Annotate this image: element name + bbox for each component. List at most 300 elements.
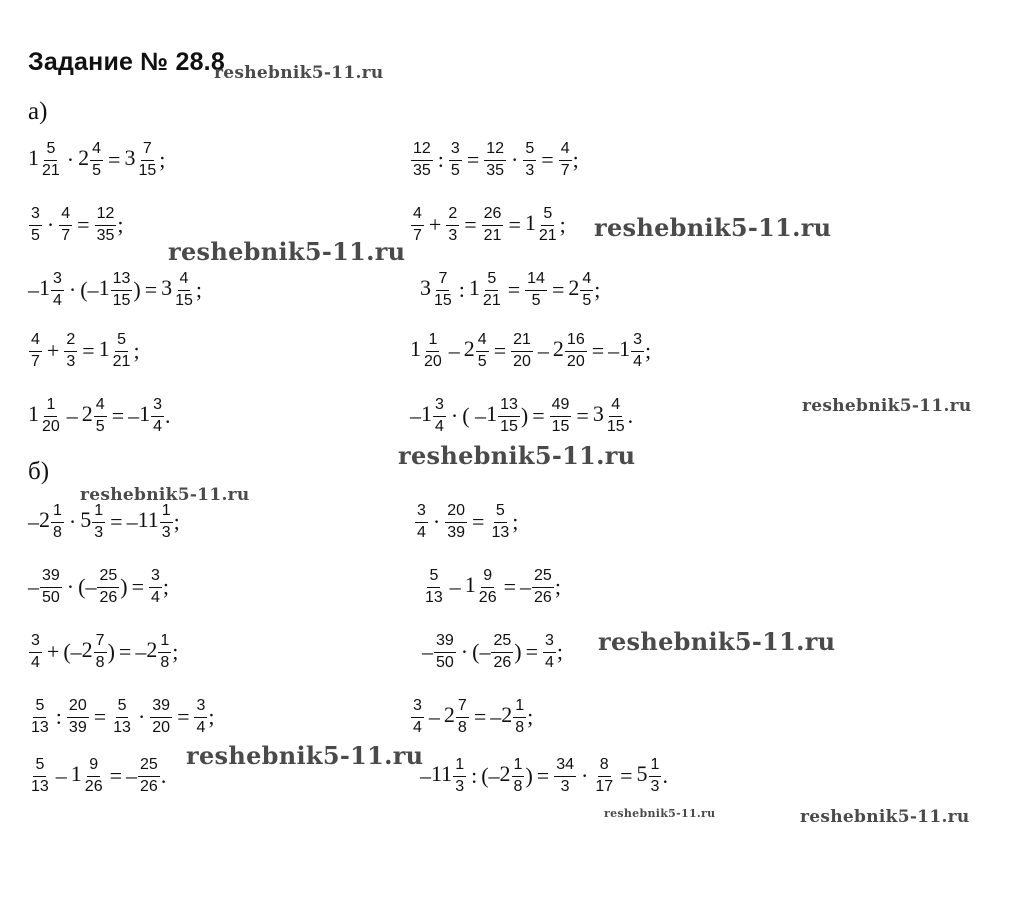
fraction-body bbox=[29, 633, 42, 672]
fraction bbox=[149, 698, 173, 737]
mixed-number bbox=[568, 271, 594, 310]
denominator: 3 bbox=[455, 777, 465, 795]
fraction bbox=[592, 757, 616, 796]
denominator: 35 bbox=[486, 161, 505, 179]
denominator: 26 bbox=[478, 588, 497, 606]
whole-part: 3 bbox=[124, 145, 136, 171]
denominator: 15 bbox=[500, 417, 518, 435]
denominator: 15 bbox=[551, 417, 570, 435]
fraction-body bbox=[29, 698, 51, 737]
numerator: 1 bbox=[513, 698, 526, 718]
numerator: 3 bbox=[415, 503, 428, 523]
denominator: 8 bbox=[457, 718, 467, 736]
symbol: ; bbox=[173, 509, 180, 535]
fraction-body bbox=[149, 568, 162, 607]
fraction bbox=[522, 141, 537, 180]
operator: = bbox=[110, 509, 123, 535]
fraction-body bbox=[489, 503, 511, 542]
fraction-body bbox=[512, 757, 525, 796]
denominator: 4 bbox=[435, 417, 444, 435]
symbol: – bbox=[520, 574, 532, 600]
equation bbox=[28, 271, 202, 310]
fraction-body bbox=[40, 141, 62, 180]
symbol: . bbox=[662, 763, 668, 789]
fraction-body bbox=[525, 271, 547, 310]
operator: – bbox=[448, 338, 460, 364]
denominator: 3 bbox=[66, 352, 76, 370]
fraction-body bbox=[411, 698, 424, 737]
denominator: 35 bbox=[96, 226, 115, 244]
numerator: 12 bbox=[95, 206, 117, 226]
operator: + bbox=[46, 639, 60, 665]
symbol: – bbox=[422, 639, 433, 665]
symbol: ) bbox=[520, 403, 529, 429]
denominator: 4 bbox=[31, 653, 40, 671]
whole-part: 2 bbox=[552, 336, 564, 362]
denominator: 26 bbox=[84, 777, 103, 795]
operator: = bbox=[493, 338, 507, 364]
fraction bbox=[148, 568, 163, 607]
numerator: 25 bbox=[491, 633, 513, 653]
fraction-body bbox=[90, 141, 103, 180]
watermark: reshebnik5-11.ru bbox=[186, 741, 424, 770]
numerator: 3 bbox=[149, 568, 162, 588]
operator: · bbox=[66, 147, 75, 173]
mixed-number bbox=[146, 633, 172, 672]
numerator: 3 bbox=[433, 397, 446, 417]
equation bbox=[28, 633, 178, 672]
denominator: 8 bbox=[515, 718, 525, 736]
fraction bbox=[28, 206, 43, 245]
fraction-body bbox=[565, 332, 587, 371]
numerator: 3 bbox=[411, 698, 424, 718]
fraction-body bbox=[434, 633, 456, 672]
denominator: 15 bbox=[434, 291, 452, 309]
equation bbox=[28, 206, 123, 245]
numerator: 4 bbox=[609, 397, 622, 417]
numerator: 25 bbox=[138, 757, 160, 777]
denominator: 21 bbox=[483, 226, 502, 244]
denominator: 21 bbox=[42, 161, 60, 179]
symbol: – bbox=[126, 763, 138, 789]
operator: · bbox=[511, 147, 519, 173]
watermark: reshebnik5-11.ru bbox=[214, 63, 384, 83]
fraction-body bbox=[554, 757, 576, 796]
numerator: 4 bbox=[94, 397, 107, 417]
mixed-number bbox=[161, 271, 196, 310]
operator: = bbox=[82, 338, 95, 364]
mixed-number bbox=[421, 397, 447, 436]
mixed-number bbox=[28, 397, 63, 436]
fraction-body bbox=[51, 503, 64, 542]
denominator: 7 bbox=[560, 161, 570, 179]
fraction bbox=[414, 503, 429, 542]
fraction-body bbox=[29, 206, 42, 245]
mixed-number bbox=[420, 271, 455, 310]
fraction bbox=[193, 698, 208, 737]
symbol: ; bbox=[208, 704, 215, 730]
operator: + bbox=[428, 212, 442, 238]
denominator: 5 bbox=[31, 226, 40, 244]
mixed-number bbox=[619, 332, 645, 371]
mixed-number bbox=[637, 757, 663, 796]
fraction-body bbox=[67, 698, 89, 737]
fraction-body bbox=[92, 503, 105, 542]
fraction-body bbox=[194, 698, 207, 737]
operator: : bbox=[458, 277, 465, 303]
watermark: reshebnik5-11.ru bbox=[800, 807, 970, 827]
fraction bbox=[524, 271, 548, 310]
fraction-body bbox=[511, 332, 533, 371]
operator: = bbox=[93, 704, 107, 730]
whole-part: 2 bbox=[501, 702, 513, 728]
symbol: ) bbox=[514, 639, 522, 665]
whole-part: 1 bbox=[98, 336, 110, 362]
equation bbox=[28, 698, 215, 737]
fraction-body bbox=[411, 141, 433, 180]
denominator: 4 bbox=[196, 718, 206, 736]
mixed-number bbox=[593, 397, 628, 436]
symbol: ; bbox=[162, 574, 170, 600]
numerator: 25 bbox=[532, 568, 554, 588]
symbol: ; bbox=[159, 147, 166, 173]
symbol: ; bbox=[195, 277, 203, 303]
operator: · bbox=[581, 763, 589, 789]
equation bbox=[422, 568, 561, 607]
symbol: ; bbox=[572, 147, 579, 173]
fraction bbox=[422, 568, 446, 607]
denominator: 15 bbox=[138, 161, 157, 179]
denominator: 3 bbox=[560, 777, 570, 795]
numerator: 9 bbox=[87, 757, 100, 777]
denominator: 20 bbox=[42, 417, 60, 435]
symbol: – bbox=[410, 403, 421, 429]
numerator: 12 bbox=[411, 141, 433, 161]
operator: = bbox=[77, 212, 90, 238]
fraction-body bbox=[111, 698, 133, 737]
numerator: 1 bbox=[158, 633, 171, 653]
fraction bbox=[410, 698, 425, 737]
numerator: 5 bbox=[44, 141, 57, 161]
operator: = bbox=[473, 704, 487, 730]
whole-part: 3 bbox=[161, 275, 173, 301]
fraction-body bbox=[523, 141, 536, 180]
fraction-body bbox=[449, 141, 462, 180]
numerator: 1 bbox=[453, 757, 466, 777]
denominator: 4 bbox=[153, 417, 163, 435]
numerator: 3 bbox=[29, 206, 42, 226]
equation bbox=[28, 568, 169, 607]
fraction-body bbox=[432, 271, 454, 310]
equation bbox=[420, 271, 600, 310]
fraction-body bbox=[593, 757, 615, 796]
numerator: 1 bbox=[44, 397, 57, 417]
operator: = bbox=[525, 639, 538, 665]
fraction-body bbox=[29, 332, 42, 371]
symbol: – bbox=[126, 509, 138, 535]
operator: · bbox=[450, 403, 459, 429]
fraction-body bbox=[481, 271, 503, 310]
numerator: 34 bbox=[554, 757, 576, 777]
symbol: ; bbox=[527, 704, 534, 730]
fraction-body bbox=[151, 397, 164, 436]
whole-part: 2 bbox=[499, 761, 511, 787]
mixed-number bbox=[124, 141, 159, 180]
numerator: 5 bbox=[427, 568, 440, 588]
denominator: 50 bbox=[42, 588, 60, 606]
symbol: ; bbox=[554, 574, 561, 600]
fraction-body bbox=[415, 503, 428, 542]
fraction-body bbox=[550, 397, 572, 436]
denominator: 15 bbox=[175, 291, 193, 309]
operator: = bbox=[532, 403, 545, 429]
numerator: 39 bbox=[434, 633, 456, 653]
numerator: 4 bbox=[411, 206, 424, 226]
mixed-number bbox=[500, 757, 526, 796]
denominator: 20 bbox=[513, 352, 531, 370]
fraction-body bbox=[445, 503, 467, 542]
operator: = bbox=[541, 147, 554, 173]
numerator: 3 bbox=[151, 397, 164, 417]
denominator: 26 bbox=[140, 777, 158, 795]
whole-part: 3 bbox=[592, 401, 604, 427]
whole-part: 1 bbox=[28, 145, 39, 171]
equation bbox=[410, 332, 651, 371]
numerator: 4 bbox=[59, 206, 72, 226]
operator: = bbox=[109, 763, 123, 789]
whole-part: 2 bbox=[81, 637, 93, 663]
fraction-body bbox=[498, 397, 520, 436]
whole-part: 2 bbox=[146, 637, 158, 663]
fraction bbox=[433, 633, 457, 672]
denominator: 4 bbox=[417, 523, 426, 541]
denominator: 17 bbox=[595, 777, 614, 795]
fraction bbox=[542, 633, 557, 672]
fraction-body bbox=[160, 503, 173, 542]
mixed-number bbox=[99, 271, 134, 310]
whole-part: 2 bbox=[78, 145, 90, 171]
operator: · bbox=[66, 574, 75, 600]
numerator: 1 bbox=[512, 757, 525, 777]
operator: : bbox=[437, 147, 444, 173]
operator: = bbox=[144, 277, 158, 303]
symbol: (– bbox=[63, 639, 82, 665]
operator: = bbox=[464, 212, 477, 238]
whole-part: 5 bbox=[80, 507, 92, 533]
fraction-body bbox=[111, 271, 133, 310]
fraction-body bbox=[491, 633, 513, 672]
operator: = bbox=[111, 403, 125, 429]
mixed-number bbox=[78, 141, 104, 180]
numerator: 2 bbox=[64, 332, 77, 352]
numerator: 1 bbox=[649, 757, 662, 777]
symbol: – bbox=[608, 338, 620, 364]
mixed-number bbox=[28, 141, 63, 180]
whole-part: 1 bbox=[464, 572, 476, 598]
denominator: 5 bbox=[95, 417, 105, 435]
mixed-number bbox=[82, 397, 108, 436]
equation bbox=[410, 397, 633, 436]
equation bbox=[28, 397, 171, 436]
section-a-label: а) bbox=[28, 98, 48, 125]
denominator: 5 bbox=[92, 161, 102, 179]
symbol: (– bbox=[472, 639, 491, 665]
denominator: 13 bbox=[31, 718, 49, 736]
watermark: reshebnik5-11.ru bbox=[168, 237, 406, 266]
operator: = bbox=[591, 338, 605, 364]
fraction-body bbox=[580, 271, 593, 310]
fraction bbox=[110, 698, 134, 737]
denominator: 15 bbox=[606, 417, 625, 435]
numerator: 5 bbox=[541, 206, 554, 226]
numerator: 4 bbox=[580, 271, 593, 291]
denominator: 3 bbox=[94, 523, 104, 541]
numerator: 3 bbox=[29, 633, 42, 653]
mixed-number bbox=[39, 271, 65, 310]
fraction-body bbox=[94, 633, 107, 672]
numerator: 4 bbox=[476, 332, 489, 352]
fraction-body bbox=[158, 633, 171, 672]
whole-part: 5 bbox=[636, 761, 648, 787]
symbol: ; bbox=[556, 639, 564, 665]
numerator: 7 bbox=[456, 698, 469, 718]
operator: = bbox=[177, 704, 190, 730]
denominator: 26 bbox=[99, 588, 118, 606]
operator: = bbox=[507, 277, 521, 303]
operator: = bbox=[131, 574, 144, 600]
equation bbox=[410, 698, 533, 737]
denominator: 20 bbox=[152, 718, 171, 736]
symbol: ; bbox=[559, 212, 566, 238]
fraction-body bbox=[29, 757, 51, 796]
fraction-body bbox=[476, 332, 489, 371]
numerator: 5 bbox=[115, 332, 128, 352]
fraction-body bbox=[111, 332, 133, 371]
numerator: 5 bbox=[523, 141, 536, 161]
symbol: ) bbox=[107, 639, 115, 665]
fraction-body bbox=[83, 757, 105, 796]
fraction-body bbox=[40, 397, 62, 436]
denominator: 15 bbox=[112, 291, 131, 309]
symbol: ; bbox=[117, 212, 124, 238]
denominator: 5 bbox=[450, 161, 460, 179]
fraction-body bbox=[138, 757, 160, 796]
operator: = bbox=[508, 212, 521, 238]
symbol: . bbox=[165, 403, 171, 429]
operator: = bbox=[118, 639, 132, 665]
numerator: 20 bbox=[67, 698, 89, 718]
numerator: 4 bbox=[90, 141, 103, 161]
numerator: 3 bbox=[543, 633, 556, 653]
numerator: 7 bbox=[436, 271, 449, 291]
denominator: 3 bbox=[650, 777, 660, 795]
mixed-number bbox=[138, 503, 174, 542]
operator: · bbox=[68, 509, 77, 535]
denominator: 13 bbox=[425, 588, 443, 606]
fraction-body bbox=[543, 633, 556, 672]
operator: – bbox=[428, 704, 440, 730]
whole-part: 2 bbox=[568, 275, 580, 301]
denominator: 21 bbox=[538, 226, 557, 244]
denominator: 39 bbox=[68, 718, 87, 736]
numerator: 14 bbox=[525, 271, 547, 291]
fraction-body bbox=[484, 141, 506, 180]
numerator: 13 bbox=[498, 397, 520, 417]
mixed-number bbox=[444, 698, 470, 737]
numerator: 13 bbox=[111, 271, 133, 291]
numerator: 2 bbox=[446, 206, 459, 226]
numerator: 16 bbox=[565, 332, 587, 352]
fraction-body bbox=[59, 206, 72, 245]
fraction-body bbox=[422, 332, 444, 371]
equation bbox=[28, 757, 166, 796]
operator: · bbox=[137, 704, 146, 730]
denominator: 50 bbox=[436, 653, 454, 671]
operator: · bbox=[68, 277, 77, 303]
denominator: 26 bbox=[493, 653, 512, 671]
fraction bbox=[28, 332, 43, 371]
numerator: 5 bbox=[33, 757, 46, 777]
symbol: – bbox=[420, 763, 431, 789]
fraction-body bbox=[95, 206, 117, 245]
numerator: 3 bbox=[194, 698, 207, 718]
mixed-number bbox=[80, 503, 106, 542]
whole-part: 2 bbox=[39, 507, 50, 533]
denominator: 4 bbox=[633, 352, 643, 370]
equation bbox=[28, 141, 165, 180]
numerator: 39 bbox=[40, 568, 62, 588]
numerator: 5 bbox=[485, 271, 498, 291]
denominator: 20 bbox=[424, 352, 442, 370]
watermark: reshebnik5-11.ru bbox=[80, 485, 250, 505]
numerator: 3 bbox=[449, 141, 462, 161]
denominator: 4 bbox=[413, 718, 422, 736]
mixed-number bbox=[501, 698, 527, 737]
fraction-body bbox=[477, 568, 499, 607]
denominator: 8 bbox=[513, 777, 523, 795]
fraction-body bbox=[605, 397, 627, 436]
symbol: – bbox=[28, 277, 39, 303]
whole-part: 2 bbox=[463, 336, 475, 362]
mixed-number bbox=[465, 568, 500, 607]
operator: + bbox=[46, 338, 60, 364]
fraction bbox=[549, 397, 573, 436]
mixed-number bbox=[71, 757, 106, 796]
fraction bbox=[410, 141, 434, 180]
symbol: – bbox=[28, 509, 39, 535]
denominator: 4 bbox=[53, 291, 62, 309]
equation bbox=[422, 633, 563, 672]
symbol: . bbox=[627, 403, 634, 429]
operator: = bbox=[472, 509, 485, 535]
fraction bbox=[137, 757, 161, 796]
page-title: Задание № 28.8 bbox=[28, 48, 225, 76]
denominator: 5 bbox=[582, 291, 592, 309]
fraction bbox=[448, 141, 463, 180]
fraction-body bbox=[532, 568, 554, 607]
symbol: – bbox=[128, 403, 140, 429]
symbol: ; bbox=[133, 338, 140, 364]
operator: · bbox=[460, 639, 469, 665]
numerator: 25 bbox=[97, 568, 119, 588]
numerator: 4 bbox=[178, 271, 191, 291]
numerator: 3 bbox=[631, 332, 644, 352]
fraction bbox=[28, 757, 52, 796]
fraction-body bbox=[173, 271, 195, 310]
denominator: 3 bbox=[448, 226, 458, 244]
mixed-number bbox=[82, 633, 108, 672]
operator: · bbox=[46, 212, 55, 238]
